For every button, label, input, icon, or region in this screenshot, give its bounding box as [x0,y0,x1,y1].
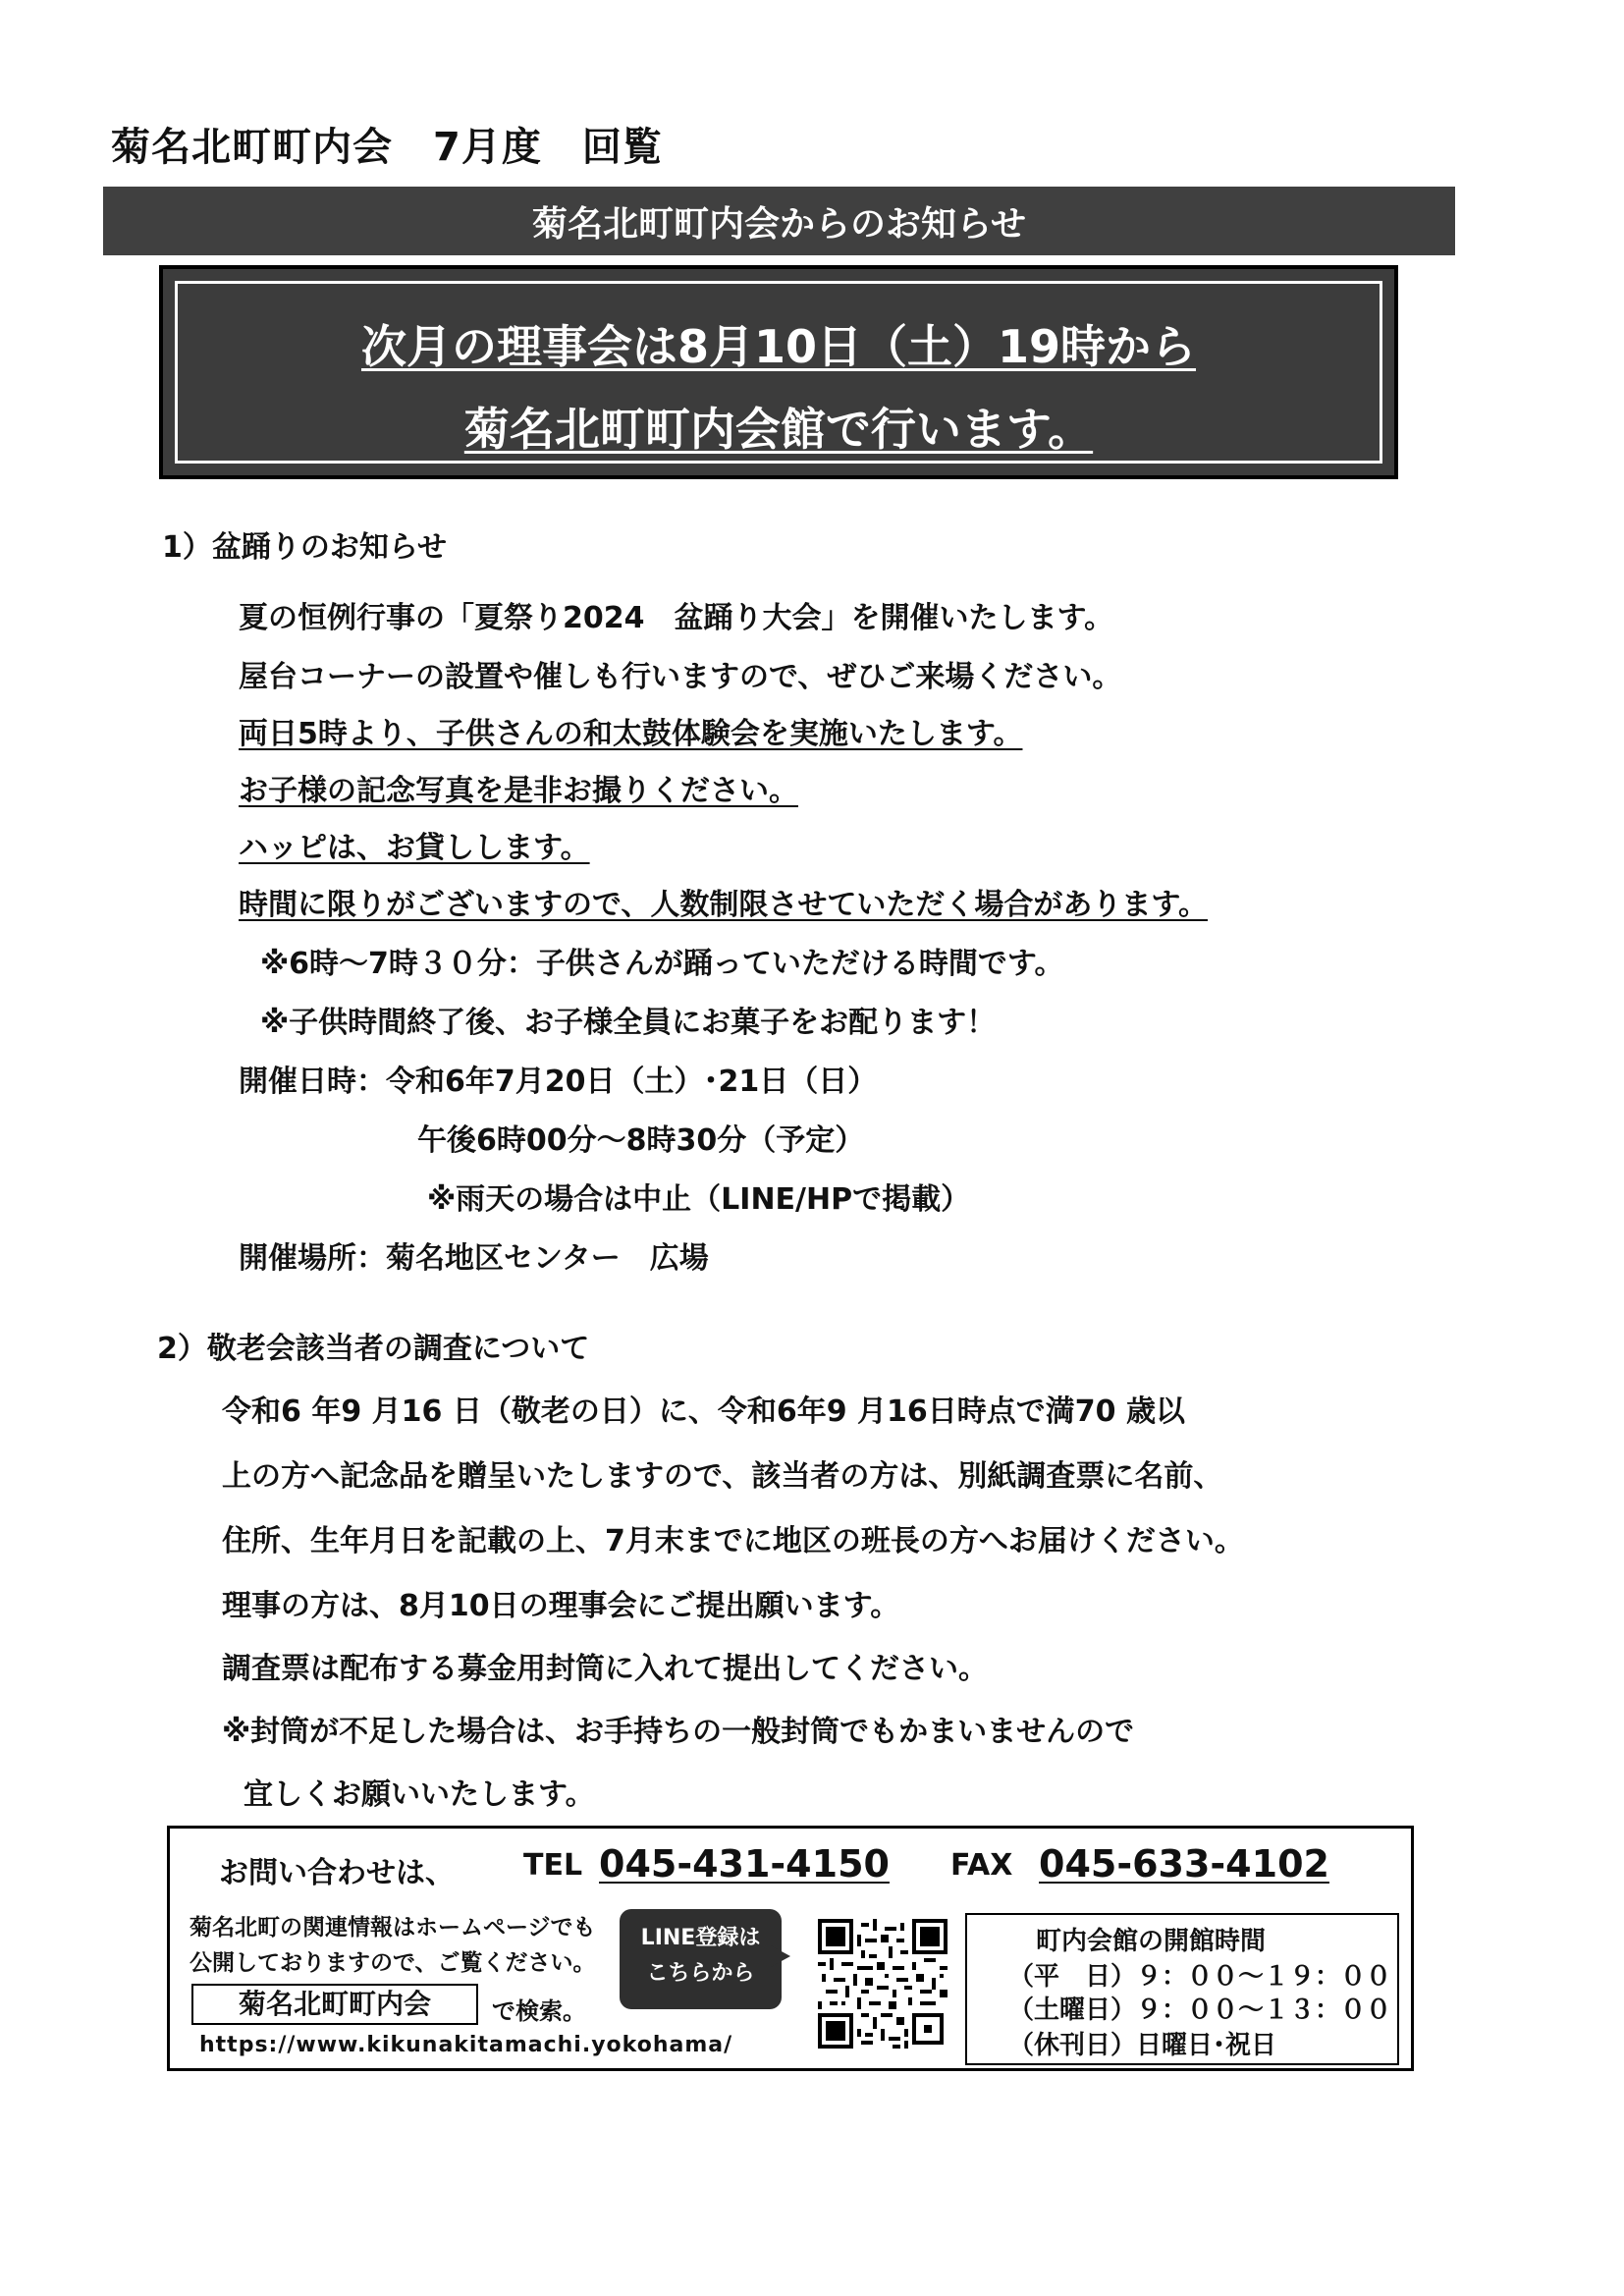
notice-frame [175,281,1382,464]
tel-number[interactable]: 045-431-4150 [599,1842,890,1886]
section-2-line: ※封筒が不足した場合は、お手持ちの一般封筒でもかまいませんので [222,1715,1135,1749]
line-badge-text-2: こちらから [646,1961,755,1986]
section-2-line: 上の方へ記念品を贈呈いたしますので、該当者の方は、別紙調査票に名前、 [222,1459,1223,1494]
section-1-line: ※6時～7時３０分：子供さんが踊っていただける時間です。 [260,947,1064,981]
section-2-line: 調査票は配布する募金用封筒に入れて提出してください。 [222,1652,988,1686]
notice-line-2: 菊名北町町内会館で行います。 [463,403,1094,456]
section-2-line: 住所、生年月日を記載の上、7月末までに地区の班長の方へお届けください。 [222,1524,1244,1558]
line-badge-pointer [769,1944,790,1968]
fax-number[interactable]: 045-633-4102 [1039,1842,1329,1886]
info-line-1: 菊名北町の関連情報はホームページでも [189,1915,596,1941]
board-meeting-notice [159,265,1398,479]
section-1-line: 夏の恒例行事の「夏祭り2024 盆踊り大会」を開催いたします。 [239,601,1114,635]
section-2-line: 令和6 年9 月16 日（敬老の日）に、令和6年9 月16日時点で満70 歳以 [222,1394,1185,1429]
section-2-heading: 2）敬老会該当者の調査について [157,1332,590,1366]
section-1-line: 時間に限りがございますので、人数制限させていただく場合があります。 [239,888,1208,922]
search-term-box: 菊名北町町内会 [191,1984,478,2025]
hours-saturday: （土曜日）９：００～１３：００ [1008,1995,1392,2025]
search-suffix: で検索。 [492,1997,586,2025]
event-venue: 開催場所：菊名地区センター 広場 [239,1241,709,1276]
hours-closed: （休刊日）日曜日･祝日 [1008,2031,1277,2060]
fax-label: FAX [950,1848,1013,1883]
event-date: 開催日時：令和6年7月20日（土）･21日（日） [239,1065,878,1099]
line-register-badge[interactable] [620,1909,782,2009]
section-1-heading: 1）盆踊りのお知らせ [162,530,447,565]
contact-box [167,1826,1414,2071]
inquiry-label: お問い合わせは、 [219,1856,455,1890]
section-1-line: 両日5時より、子供さんの和太鼓体験会を実施いたします。 [239,717,1023,751]
section-2-line: 宜しくお願いいたします。 [244,1777,595,1812]
notice-line-1: 次月の理事会は8月10日（土）19時から [360,320,1197,373]
event-time: 午後6時00分～8時30分（予定） [417,1123,865,1158]
section-1-line: お子様の記念写真を是非お撮りください。 [239,774,798,808]
section-1-line: 屋台コーナーの設置や催しも行いますので、ぜひご来場ください。 [239,660,1122,694]
tel-label: TEL [523,1848,583,1883]
info-line-2: 公開しておりますので、ご覧ください。 [189,1950,596,1976]
page-title: 菊名北町町内会 7月度 回覧 [111,125,663,170]
rain-note: ※雨天の場合は中止（LINE/HPで掲載） [427,1182,971,1217]
hall-hours-box [965,1913,1399,2065]
website-url[interactable]: https://www.kikunakitamachi.yokohama/ [199,2033,733,2057]
qr-code-icon[interactable] [818,1919,947,2049]
section-1-line: ハッピは、お貸しします。 [239,831,590,865]
section-1-line: ※子供時間終了後、お子様全員にお菓子をお配ります！ [260,1006,997,1040]
hours-title: 町内会館の開館時間 [1036,1927,1267,1956]
section-2-line: 理事の方は、8月10日の理事会にご提出願います。 [222,1589,900,1623]
line-badge-text-1: LINE登録は [640,1926,761,1950]
header-banner: 菊名北町町内会からのお知らせ [103,187,1455,255]
hours-weekday: （平 日）９：００～１９：００ [1008,1962,1392,1992]
